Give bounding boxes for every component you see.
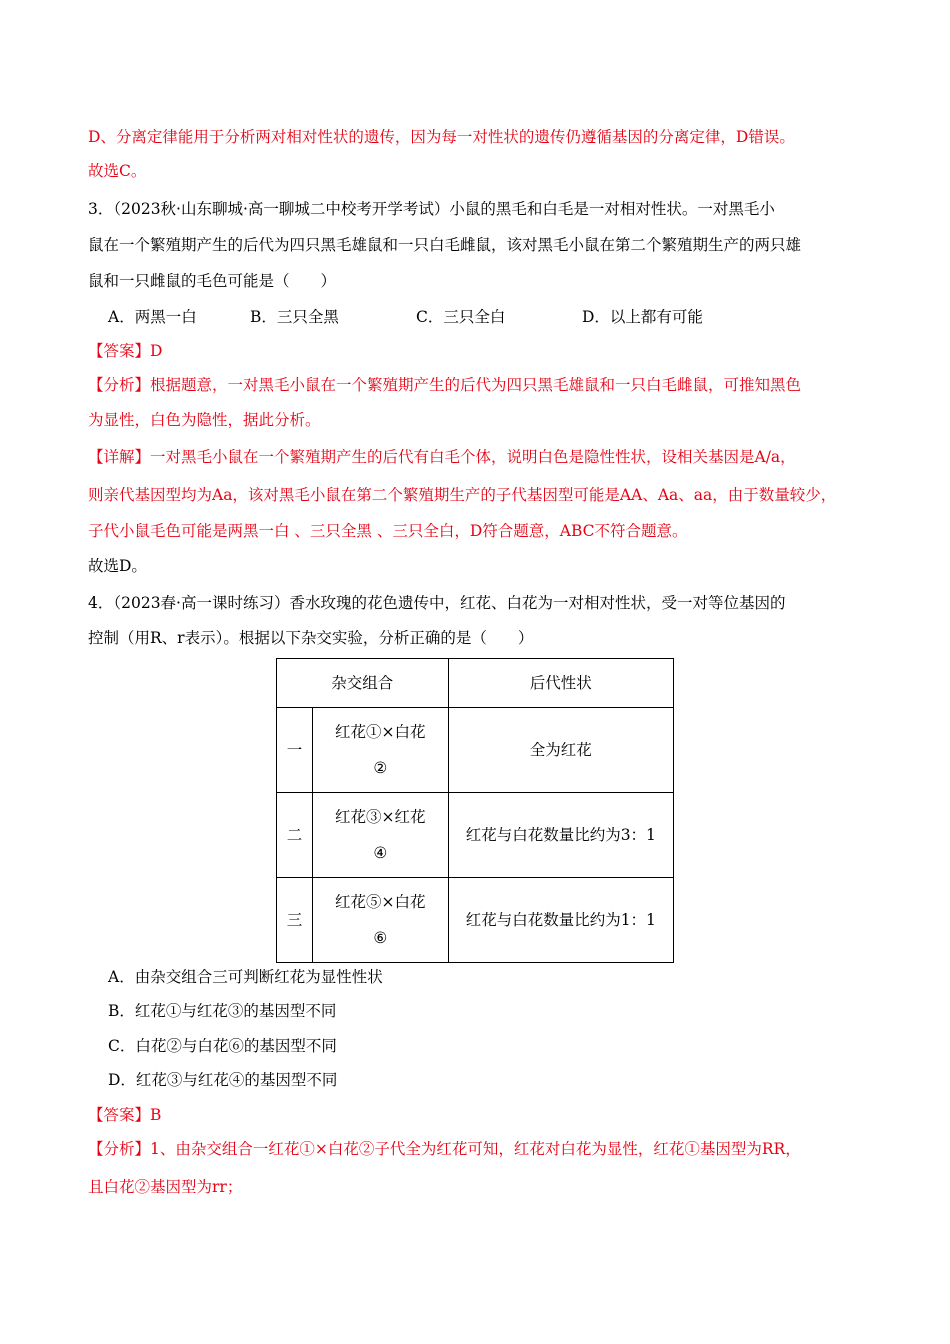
cross-text-continued: ④ xyxy=(373,844,388,862)
q4-option-c: C．白花②与白花⑥的基因型不同 xyxy=(108,1037,337,1055)
cross-cell xyxy=(312,708,448,793)
cross-cell xyxy=(312,878,448,963)
header-offspring-trait: 后代性状 xyxy=(448,659,673,708)
cross-cell xyxy=(312,793,448,878)
q4-option-d: D．红花③与红花④的基因型不同 xyxy=(108,1071,338,1089)
table-row xyxy=(277,708,674,793)
row-number: 二 xyxy=(277,793,313,878)
q4-analysis-line-2: 且白花②基因型为rr； xyxy=(88,1178,243,1196)
q4-stem-line-1: 4．（2023春·高一课时练习）香水玫瑰的花色遗传中，红花、白花为一对相对性状，受一对等位基因的 xyxy=(88,594,786,612)
q3-choose-line: 故选D。 xyxy=(88,557,147,575)
cross-text: 红花③×红花 xyxy=(335,808,426,826)
cross-text: 红花⑤×白花 xyxy=(335,893,426,911)
q3-option-a: A．两黑一白 xyxy=(108,308,197,326)
q2-option-d-explanation: D、分离定律能用于分析两对相对性状的遗传，因为每一对性状的遗传仍遵循基因的分离定律，D错误。 xyxy=(88,128,795,146)
table-row xyxy=(277,793,674,878)
q3-analysis-line-1: 【分析】根据题意，一对黑毛小鼠在一个繁殖期产生的后代为四只黑毛雄鼠和一只白毛雌鼠，可推知黑色 xyxy=(88,376,802,394)
result-cell: 红花与白花数量比约为1：1 xyxy=(448,878,673,963)
q4-option-b: B．红花①与红花③的基因型不同 xyxy=(108,1002,337,1020)
result-cell: 全为红花 xyxy=(448,708,673,793)
cross-text-continued: ② xyxy=(373,759,388,777)
q4-analysis-line-1: 【分析】1、由杂交组合一红花①×白花②子代全为红花可知，红花对白花为显性，红花①基因型为RR， xyxy=(88,1140,801,1158)
q4-option-a: A．由杂交组合三可判断红花为显性性状 xyxy=(108,968,383,986)
q4-stem-line-2: 控制（用R、r表示）。根据以下杂交实验，分析正确的是（ ） xyxy=(88,629,534,647)
row-number: 一 xyxy=(277,708,313,793)
q3-stem-line-2: 鼠在一个繁殖期产生的后代为四只黑毛雄鼠和一只白毛雌鼠，该对黑毛小鼠在第二个繁殖期生产的两只雄 xyxy=(88,236,802,254)
q4-answer: 【答案】B xyxy=(88,1106,162,1124)
q3-detail-line-2: 则亲代基因型均为Aa，该对黑毛小鼠在第二个繁殖期生产的子代基因型可能是AA、Aa、aa，由于数量较少， xyxy=(88,486,837,504)
q3-stem-line-3: 鼠和一只雌鼠的毛色可能是（ ） xyxy=(88,272,337,290)
table-header-row xyxy=(277,659,674,708)
cross-experiment-table xyxy=(276,658,674,963)
q3-option-b: B．三只全黑 xyxy=(250,308,339,326)
q3-option-c: C．三只全白 xyxy=(416,308,506,326)
q3-option-d: D．以上都有可能 xyxy=(582,308,703,326)
result-cell: 红花与白花数量比约为3：1 xyxy=(448,793,673,878)
row-number: 三 xyxy=(277,878,313,963)
q3-detail-line-1: 【详解】一对黑毛小鼠在一个繁殖期产生的后代有白毛个体，说明白色是隐性性状，设相关基因是A/a， xyxy=(88,448,796,466)
q3-answer: 【答案】D xyxy=(88,342,163,360)
q3-analysis-line-2: 为显性，白色为隐性，据此分析。 xyxy=(88,411,321,429)
header-cross-combination: 杂交组合 xyxy=(277,659,449,708)
cross-text: 红花①×白花 xyxy=(335,723,426,741)
q2-choose-line: 故选C。 xyxy=(88,162,147,180)
q3-stem-line-1: 3．（2023秋·山东聊城·高一聊城二中校考开学考试）小鼠的黑毛和白毛是一对相对性状。一对黑毛小 xyxy=(88,200,775,218)
q3-detail-line-3: 子代小鼠毛色可能是两黑一白 、三只全黑 、三只全白，D符合题意，ABC不符合题意。 xyxy=(88,522,688,540)
cross-text-continued: ⑥ xyxy=(373,929,388,947)
table-row xyxy=(277,878,674,963)
